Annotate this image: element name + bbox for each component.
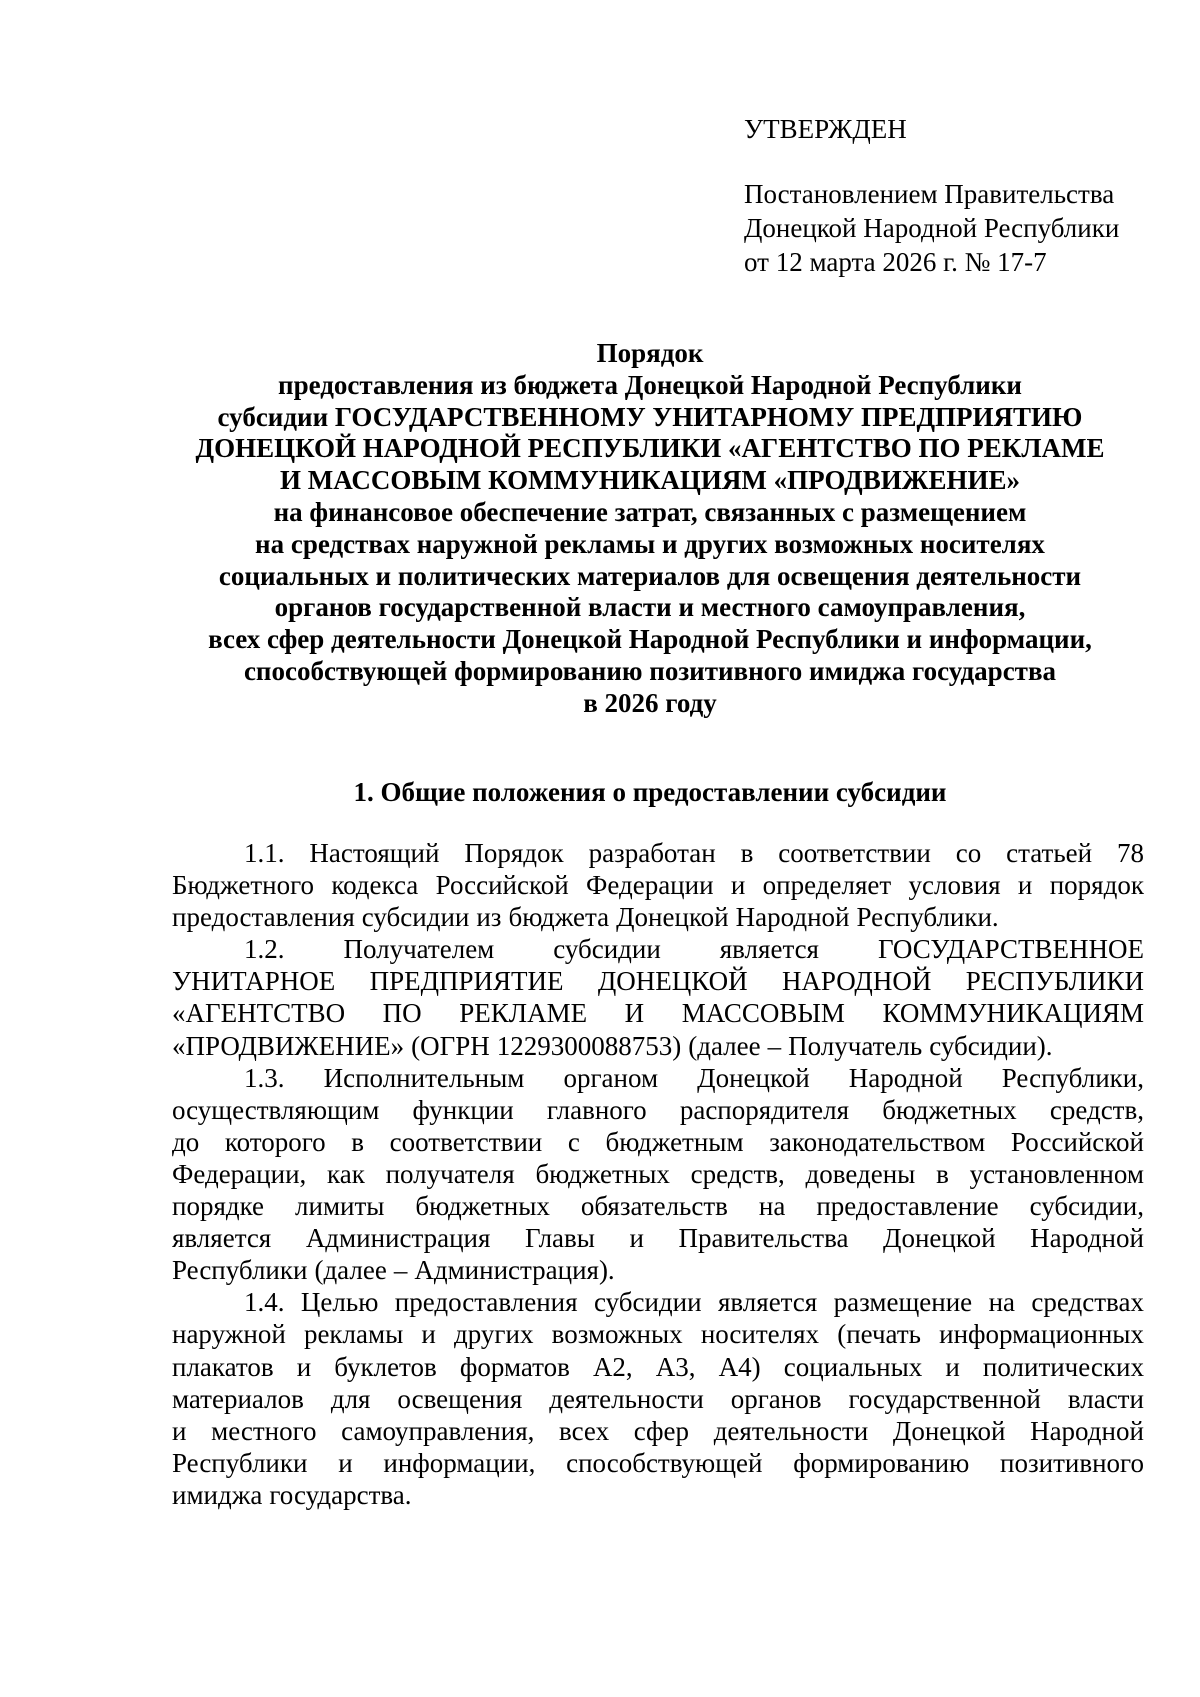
paragraph — [172, 1062, 1144, 1287]
section-body — [172, 837, 1144, 1511]
title-line: в 2026 году — [583, 687, 717, 718]
paragraph-line: до которого в соответствии с бюджетным законодательством Российской — [172, 1126, 1144, 1157]
document-title — [150, 338, 1150, 720]
paragraph-line: «ПРОДВИЖЕНИЕ» (ОГРН 1229300088753) (далее – Получатель субсидии). — [172, 1030, 1053, 1061]
title-line: социальных и политических материалов для освещения деятельности — [218, 560, 1082, 591]
paragraph-line: предоставления субсидии из бюджета Донецкой Народной Республики. — [172, 902, 999, 933]
paragraph-line: 1.3. Исполнительным органом Донецкой Народной Республики, — [244, 1062, 1144, 1093]
title-line: на финансовое обеспечение затрат, связанных с размещением — [273, 496, 1027, 527]
approval-block — [744, 112, 1164, 279]
title-line: И МАССОВЫМ КОММУНИКАЦИЯМ «ПРОДВИЖЕНИЕ» — [280, 465, 1020, 496]
paragraph-line: 1.4. Целью предоставления субсидии является размещение на средствах — [244, 1287, 1144, 1318]
paragraph-line: 1.2. Получателем субсидии является ГОСУДАРСТВЕННОЕ — [244, 934, 1144, 965]
paragraph-line: имиджа государства. — [172, 1479, 412, 1510]
approval-line: от 12 марта 2026 г. № 17-7 — [744, 247, 1047, 277]
title-line: способствующей формированию позитивного имиджа государства — [243, 655, 1057, 686]
paragraph-line: «АГЕНТСТВО ПО РЕКЛАМЕ И МАССОВЫМ КОММУНИКАЦИЯМ — [172, 998, 1144, 1029]
title-line: на средствах наружной рекламы и других возможных носителях — [255, 528, 1045, 559]
section-heading: 1. Общие положения о предоставлении субсидии — [353, 777, 947, 807]
approval-line: Донецкой Народной Республики — [744, 213, 1120, 243]
approval-line: Постановлением Правительства — [744, 179, 1115, 209]
paragraph-line: Республики и информации, способствующей формированию позитивного — [172, 1447, 1144, 1478]
paragraph-line: является Администрация Главы и Правительства Донецкой Народной — [172, 1223, 1144, 1254]
paragraph-line: Бюджетного кодекса Российской Федерации и определяет условия и порядок — [172, 870, 1144, 901]
paragraph-line: 1.1. Настоящий Порядок разработан в соответствии со статьей 78 — [244, 838, 1144, 868]
paragraph-line: и местного самоуправления, всех сфер деятельности Донецкой Народной — [172, 1415, 1144, 1446]
paragraph-line: Республики (далее – Администрация). — [172, 1255, 615, 1286]
paragraph-line: УНИТАРНОЕ ПРЕДПРИЯТИЕ ДОНЕЦКОЙ НАРОДНОЙ РЕСПУБЛИКИ — [172, 966, 1144, 997]
paragraph-line: порядке лимиты бюджетных обязательств на предоставление субсидии, — [172, 1191, 1144, 1222]
title-line: предоставления из бюджета Донецкой Народной Республики — [278, 369, 1022, 400]
title-line: ДОНЕЦКОЙ НАРОДНОЙ РЕСПУБЛИКИ «АГЕНТСТВО ПО РЕКЛАМЕ — [195, 433, 1105, 464]
title-line: Порядок — [596, 338, 704, 368]
approval-stamp: УТВЕРЖДЕН — [744, 114, 907, 144]
paragraph — [172, 837, 1144, 933]
title-line: всех сфер деятельности Донецкой Народной Республики и информации, — [208, 624, 1092, 655]
title-line: субсидии ГОСУДАРСТВЕННОМУ УНИТАРНОМУ ПРЕДПРИЯТИЮ — [217, 401, 1083, 432]
title-line: органов государственной власти и местного самоуправления, — [274, 592, 1026, 623]
paragraph — [172, 933, 1144, 1061]
paragraph-line: материалов для освещения деятельности органов государственной власти — [172, 1383, 1144, 1414]
paragraph — [172, 1286, 1144, 1511]
paragraph-line: плакатов и буклетов форматов А2, А3, А4) социальных и политических — [172, 1351, 1144, 1382]
paragraph-line: осуществляющим функции главного распорядителя бюджетных средств, — [172, 1094, 1144, 1125]
paragraph-line: Федерации, как получателя бюджетных средств, доведены в установленном — [172, 1158, 1144, 1189]
paragraph-line: наружной рекламы и других возможных носителях (печать информационных — [172, 1319, 1144, 1350]
